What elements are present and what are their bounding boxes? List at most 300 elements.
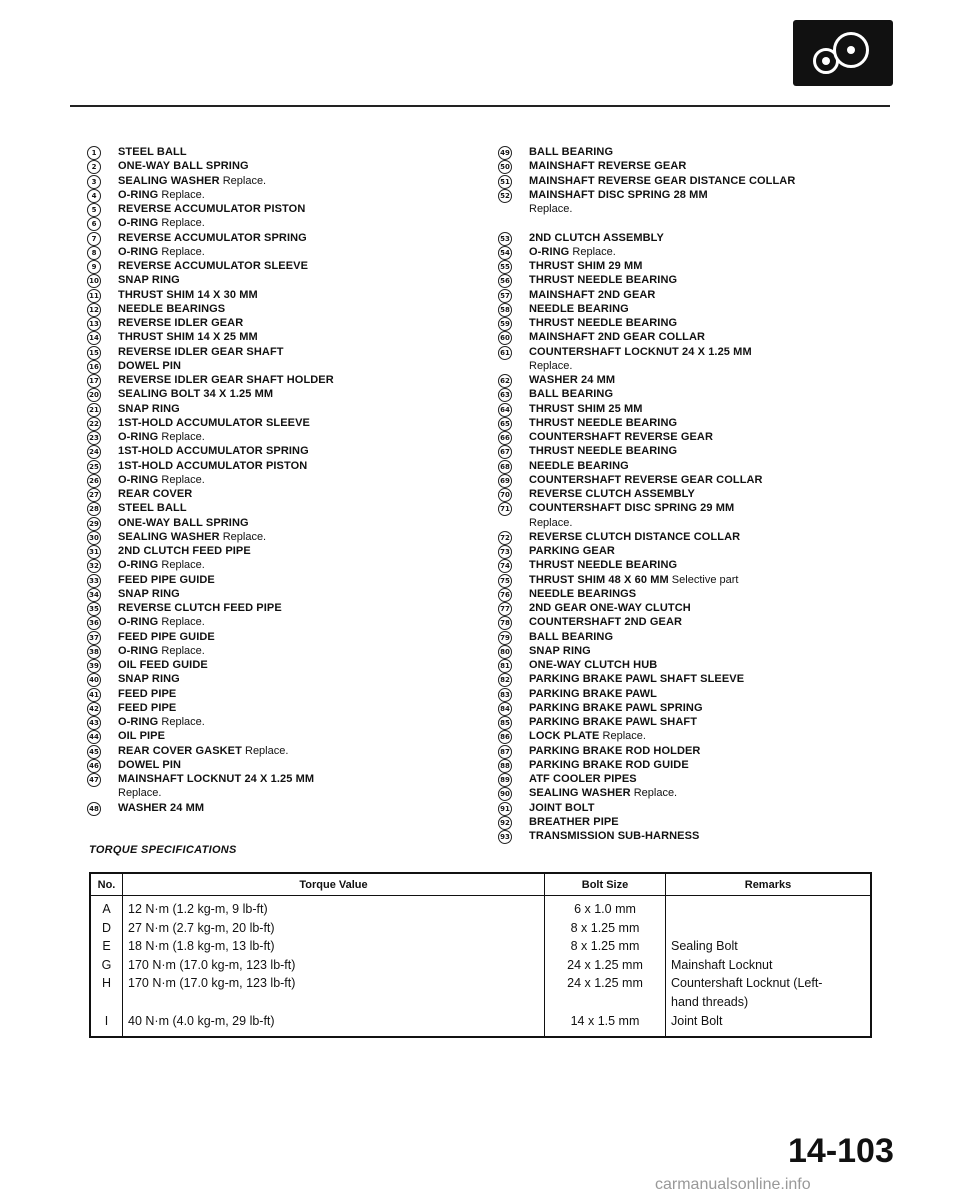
list-item bbox=[498, 558, 878, 572]
item-name: THRUST NEEDLE BEARING bbox=[529, 317, 678, 329]
item-number: 2 bbox=[87, 160, 101, 174]
item-number: 33 bbox=[87, 574, 101, 588]
item-name: BREATHER PIPE bbox=[529, 815, 619, 828]
no-value: E bbox=[102, 939, 111, 954]
list-item bbox=[87, 530, 452, 544]
list-item bbox=[87, 544, 452, 558]
list-item bbox=[498, 373, 878, 387]
item-name: SNAP RING bbox=[118, 673, 180, 686]
item-number: 24 bbox=[87, 445, 101, 459]
item-number: 58 bbox=[498, 303, 512, 317]
bolt-size-value bbox=[550, 993, 660, 1012]
item-name: LOCK PLATE bbox=[529, 730, 600, 743]
item-name: THRUST NEEDLE BEARING bbox=[529, 445, 678, 458]
list-item bbox=[87, 231, 452, 245]
item-number: 84 bbox=[498, 702, 512, 716]
list-item bbox=[87, 573, 452, 587]
item-number: 6 bbox=[87, 217, 101, 231]
list-item bbox=[87, 145, 452, 159]
item-name: FEED PIPE GUIDE bbox=[118, 573, 215, 586]
item-name: JOINT BOLT bbox=[529, 801, 595, 814]
item-name: COUNTERSHAFT REVERSE GEAR bbox=[529, 431, 714, 443]
item-number: 22 bbox=[87, 417, 101, 431]
item-name: STEEL BALL bbox=[118, 502, 187, 515]
item-note: Replace. bbox=[602, 730, 646, 743]
item-name: REVERSE CLUTCH DISTANCE COLLAR bbox=[529, 530, 741, 543]
no-value: A bbox=[102, 902, 111, 916]
list-item bbox=[87, 359, 452, 373]
table-row bbox=[90, 896, 871, 1038]
list-item bbox=[498, 245, 878, 259]
item-number: 78 bbox=[498, 616, 512, 630]
bolt-size-value: 24 x 1.25 mm bbox=[567, 976, 643, 991]
list-item bbox=[498, 416, 878, 430]
item-name: SNAP RING bbox=[118, 402, 180, 415]
item-number: 60 bbox=[498, 331, 512, 345]
list-item bbox=[87, 430, 452, 444]
list-item bbox=[87, 459, 452, 473]
item-name: ATF COOLER PIPES bbox=[529, 773, 637, 785]
remark-value: Mainshaft Locknut bbox=[671, 957, 773, 972]
item-note: Replace. bbox=[633, 787, 678, 800]
bolt-size-value: 14 x 1.5 mm bbox=[570, 1013, 640, 1028]
list-item bbox=[87, 772, 452, 801]
item-number: 31 bbox=[87, 545, 101, 559]
item-number: 13 bbox=[87, 317, 101, 331]
item-number: 37 bbox=[87, 631, 101, 645]
item-number: 46 bbox=[87, 759, 101, 773]
item-name: MAINSHAFT DISC SPRING 28 MM bbox=[529, 188, 708, 201]
list-item bbox=[498, 587, 878, 601]
item-number: 12 bbox=[87, 303, 101, 317]
list-item bbox=[498, 630, 878, 644]
item-number: 40 bbox=[87, 673, 101, 687]
list-item bbox=[498, 501, 878, 530]
torque-value: 170 N·m (17.0 kg-m, 123 lb-ft) bbox=[128, 957, 296, 972]
list-item bbox=[87, 345, 452, 359]
item-name: MAINSHAFT REVERSE GEAR bbox=[529, 160, 687, 173]
item-name: 1ST-HOLD ACCUMULATOR SLEEVE bbox=[118, 416, 310, 429]
list-item bbox=[498, 758, 878, 772]
item-number: 41 bbox=[87, 688, 101, 702]
list-item bbox=[87, 387, 452, 401]
item-number: 10 bbox=[87, 274, 101, 288]
list-item bbox=[87, 373, 452, 387]
item-name: REAR COVER GASKET bbox=[118, 744, 242, 757]
item-number: 70 bbox=[498, 488, 512, 502]
torque-value: 18 N·m (1.8 kg-m, 13 lb-ft) bbox=[128, 939, 275, 954]
parts-list-right bbox=[498, 145, 878, 843]
item-number: 59 bbox=[498, 317, 512, 331]
item-number: 63 bbox=[498, 388, 512, 402]
bolt-size-value: 6 x 1.0 mm bbox=[574, 902, 636, 916]
list-item bbox=[498, 345, 878, 374]
item-number: 28 bbox=[87, 502, 101, 516]
item-name: PARKING BRAKE ROD GUIDE bbox=[529, 758, 689, 771]
remark-value: Sealing Bolt bbox=[671, 939, 738, 954]
item-number: 69 bbox=[498, 474, 512, 488]
remark-value: hand threads) bbox=[671, 994, 749, 1009]
item-number: 77 bbox=[498, 602, 512, 616]
list-item bbox=[87, 259, 452, 273]
list-item bbox=[87, 444, 452, 458]
item-number: 72 bbox=[498, 531, 512, 545]
list-item bbox=[87, 302, 452, 316]
item-name: TRANSMISSION SUB-HARNESS bbox=[529, 830, 700, 842]
item-number: 76 bbox=[498, 588, 512, 602]
item-number: 51 bbox=[498, 175, 512, 189]
list-item bbox=[87, 687, 452, 701]
item-number: 56 bbox=[498, 274, 512, 288]
item-name: THRUST SHIM 25 MM bbox=[529, 402, 643, 415]
item-name: PARKING BRAKE PAWL SHAFT SLEEVE bbox=[529, 673, 745, 686]
list-item bbox=[87, 758, 452, 772]
header-torque-value: Torque Value bbox=[123, 873, 545, 896]
list-item bbox=[87, 615, 452, 629]
item-number: 88 bbox=[498, 759, 512, 773]
item-number: 32 bbox=[87, 559, 101, 573]
list-item bbox=[498, 829, 878, 843]
list-item bbox=[87, 715, 452, 729]
item-number: 80 bbox=[498, 645, 512, 659]
item-number: 25 bbox=[87, 460, 101, 474]
list-item bbox=[87, 601, 452, 615]
item-name: SEALING BOLT 34 X 1.25 MM bbox=[118, 388, 274, 401]
item-name: THRUST SHIM 14 X 25 MM bbox=[118, 331, 258, 344]
list-item bbox=[87, 216, 452, 230]
item-name: PARKING BRAKE PAWL bbox=[529, 687, 657, 700]
item-name: COUNTERSHAFT REVERSE GEAR COLLAR bbox=[529, 473, 763, 486]
item-number: 16 bbox=[87, 360, 101, 374]
item-number: 67 bbox=[498, 445, 512, 459]
bolt-size-cell bbox=[545, 896, 666, 1038]
item-name: FEED PIPE GUIDE bbox=[118, 630, 215, 643]
item-number: 14 bbox=[87, 331, 101, 345]
item-note: Selective part bbox=[671, 573, 739, 586]
spacer bbox=[498, 216, 878, 230]
remarks-cell bbox=[666, 896, 872, 1038]
header-bolt-size: Bolt Size bbox=[545, 873, 666, 896]
item-name: REVERSE CLUTCH FEED PIPE bbox=[118, 602, 282, 614]
list-item bbox=[87, 288, 452, 302]
item-name: SNAP RING bbox=[118, 587, 180, 600]
list-item bbox=[87, 245, 452, 259]
item-number: 52 bbox=[498, 189, 512, 203]
list-item bbox=[498, 259, 878, 273]
header-no: No. bbox=[90, 873, 123, 896]
table-header-row bbox=[90, 873, 871, 896]
item-name: MAINSHAFT 2ND GEAR bbox=[529, 288, 656, 301]
list-item bbox=[498, 473, 878, 487]
list-item bbox=[498, 430, 878, 444]
item-name: STEEL BALL bbox=[118, 146, 187, 158]
item-number: 11 bbox=[87, 289, 101, 303]
list-item bbox=[87, 801, 452, 815]
item-note: Replace. bbox=[161, 716, 205, 728]
list-item bbox=[498, 615, 878, 629]
torque-specifications-title: TORQUE SPECIFICATIONS bbox=[89, 844, 237, 856]
item-note: Replace. bbox=[245, 744, 289, 757]
list-item bbox=[87, 658, 452, 672]
list-item bbox=[498, 729, 878, 743]
remark-value bbox=[671, 919, 865, 938]
item-name: SNAP RING bbox=[529, 644, 591, 657]
item-name: MAINSHAFT REVERSE GEAR DISTANCE COLLAR bbox=[529, 174, 796, 187]
item-number: 27 bbox=[87, 488, 101, 502]
list-item bbox=[498, 744, 878, 758]
item-number: 23 bbox=[87, 431, 101, 445]
watermark: carmanualsonline.info bbox=[655, 1176, 811, 1193]
list-item bbox=[87, 316, 452, 330]
item-name: OIL PIPE bbox=[118, 730, 166, 743]
header-rule bbox=[70, 105, 890, 107]
list-item bbox=[87, 174, 452, 188]
item-name: DOWEL PIN bbox=[118, 359, 182, 372]
item-name: SEALING WASHER bbox=[529, 787, 631, 800]
list-item bbox=[87, 202, 452, 216]
list-item bbox=[498, 316, 878, 330]
item-number: 91 bbox=[498, 802, 512, 816]
item-number: 30 bbox=[87, 531, 101, 545]
item-name: THRUST NEEDLE BEARING bbox=[529, 559, 678, 572]
item-number: 68 bbox=[498, 460, 512, 474]
item-name: OIL FEED GUIDE bbox=[118, 659, 208, 671]
item-name: O-RING bbox=[118, 616, 159, 629]
list-item bbox=[498, 487, 878, 501]
item-name: O-RING bbox=[118, 245, 159, 258]
item-number: 3 bbox=[87, 175, 101, 189]
item-name: NEEDLE BEARING bbox=[529, 459, 629, 472]
header-remarks: Remarks bbox=[666, 873, 872, 896]
item-number: 17 bbox=[87, 374, 101, 388]
remark-value bbox=[671, 900, 865, 919]
item-number: 42 bbox=[87, 702, 101, 716]
item-number: 93 bbox=[498, 830, 512, 844]
list-item bbox=[498, 459, 878, 473]
item-number: 71 bbox=[498, 502, 512, 516]
item-name: MAINSHAFT 2ND GEAR COLLAR bbox=[529, 331, 706, 344]
no-value: I bbox=[104, 1013, 109, 1028]
item-number: 9 bbox=[87, 260, 101, 274]
item-name: FEED PIPE bbox=[118, 687, 177, 700]
item-name: SNAP RING bbox=[118, 274, 180, 287]
item-name: O-RING bbox=[118, 431, 159, 443]
item-name: MAINSHAFT LOCKNUT 24 X 1.25 MM bbox=[118, 773, 315, 785]
item-number: 35 bbox=[87, 602, 101, 616]
item-name: PARKING BRAKE PAWL SHAFT bbox=[529, 716, 698, 728]
list-item bbox=[87, 630, 452, 644]
item-number: 43 bbox=[87, 716, 101, 730]
item-name: COUNTERSHAFT 2ND GEAR bbox=[529, 616, 683, 629]
item-name: 1ST-HOLD ACCUMULATOR SPRING bbox=[118, 445, 309, 458]
item-name: WASHER 24 MM bbox=[118, 801, 205, 814]
item-name: COUNTERSHAFT DISC SPRING 29 MM bbox=[529, 502, 735, 515]
list-item bbox=[498, 687, 878, 701]
item-name: BALL BEARING bbox=[529, 630, 614, 643]
list-item bbox=[87, 188, 452, 202]
item-number: 36 bbox=[87, 616, 101, 630]
list-item bbox=[87, 558, 452, 572]
item-name: O-RING bbox=[118, 473, 159, 486]
item-number: 64 bbox=[498, 403, 512, 417]
item-number: 34 bbox=[87, 588, 101, 602]
item-name: O-RING bbox=[118, 217, 159, 230]
list-item bbox=[87, 487, 452, 501]
list-item bbox=[498, 573, 878, 587]
item-note: Replace. bbox=[161, 559, 205, 572]
item-number: 66 bbox=[498, 431, 512, 445]
item-name: THRUST NEEDLE BEARING bbox=[529, 416, 678, 429]
list-item bbox=[498, 188, 878, 217]
list-item bbox=[87, 273, 452, 287]
list-item bbox=[498, 273, 878, 287]
item-number: 1 bbox=[87, 146, 101, 160]
item-name: BALL BEARING bbox=[529, 388, 614, 401]
item-name: SEALING WASHER bbox=[118, 530, 220, 543]
item-name: O-RING bbox=[529, 245, 570, 258]
item-note: Replace. bbox=[161, 188, 205, 201]
list-item bbox=[498, 145, 878, 159]
list-item bbox=[498, 302, 878, 316]
list-item bbox=[498, 231, 878, 245]
item-number: 65 bbox=[498, 417, 512, 431]
item-name: REVERSE IDLER GEAR SHAFT HOLDER bbox=[118, 374, 334, 386]
item-number: 62 bbox=[498, 374, 512, 388]
item-note: Replace. bbox=[161, 217, 205, 230]
item-number: 39 bbox=[87, 659, 101, 673]
item-note: Replace. bbox=[529, 516, 573, 529]
list-item bbox=[498, 715, 878, 729]
list-item bbox=[498, 815, 878, 829]
item-name: BALL BEARING bbox=[529, 146, 614, 158]
item-number: 82 bbox=[498, 673, 512, 687]
torque-value: 12 N·m (1.2 kg-m, 9 lb-ft) bbox=[128, 902, 268, 916]
item-number: 20 bbox=[87, 388, 101, 402]
item-number: 21 bbox=[87, 403, 101, 417]
item-number: 61 bbox=[498, 346, 512, 360]
item-name: COUNTERSHAFT LOCKNUT 24 X 1.25 MM bbox=[529, 345, 752, 358]
list-item bbox=[498, 544, 878, 558]
item-note: Replace. bbox=[161, 616, 205, 629]
item-name: NEEDLE BEARING bbox=[529, 302, 629, 315]
item-number: 92 bbox=[498, 816, 512, 830]
item-number: 73 bbox=[498, 545, 512, 559]
item-number: 54 bbox=[498, 246, 512, 260]
no-value: G bbox=[101, 957, 112, 972]
remark-value: Joint Bolt bbox=[671, 1013, 723, 1028]
item-name: THRUST NEEDLE BEARING bbox=[529, 274, 678, 287]
item-note: Replace. bbox=[161, 245, 205, 258]
list-item bbox=[87, 744, 452, 758]
item-name: O-RING bbox=[118, 559, 159, 572]
item-name: ONE-WAY CLUTCH HUB bbox=[529, 659, 658, 671]
item-name: SEALING WASHER bbox=[118, 174, 220, 187]
bolt-size-value: 24 x 1.25 mm bbox=[567, 957, 643, 972]
item-name: DOWEL PIN bbox=[118, 758, 182, 771]
item-name: ONE-WAY BALL SPRING bbox=[118, 160, 249, 173]
list-item bbox=[498, 174, 878, 188]
list-item bbox=[87, 159, 452, 173]
item-name: NEEDLE BEARINGS bbox=[118, 302, 226, 315]
torque-value bbox=[128, 993, 539, 1012]
list-item bbox=[498, 159, 878, 173]
item-number: 89 bbox=[498, 773, 512, 787]
item-number: 49 bbox=[498, 146, 512, 160]
item-name: O-RING bbox=[118, 644, 159, 657]
item-number: 47 bbox=[87, 773, 101, 787]
torque-value: 27 N·m (2.7 kg-m, 20 lb-ft) bbox=[128, 920, 275, 935]
list-item bbox=[87, 672, 452, 686]
item-number: 87 bbox=[498, 745, 512, 759]
item-number: 38 bbox=[87, 645, 101, 659]
item-number: 90 bbox=[498, 787, 512, 801]
item-name: 2ND CLUTCH FEED PIPE bbox=[118, 545, 251, 557]
list-item bbox=[87, 644, 452, 658]
item-number: 81 bbox=[498, 659, 512, 673]
item-name: 2ND CLUTCH ASSEMBLY bbox=[529, 231, 664, 244]
item-number: 83 bbox=[498, 688, 512, 702]
list-item bbox=[87, 402, 452, 416]
list-item bbox=[498, 786, 878, 800]
item-name: PARKING BRAKE ROD HOLDER bbox=[529, 744, 701, 757]
item-note: Replace. bbox=[118, 787, 162, 800]
list-item bbox=[498, 644, 878, 658]
item-number: 75 bbox=[498, 574, 512, 588]
item-note: Replace. bbox=[529, 359, 573, 372]
bolt-size-value: 8 x 1.25 mm bbox=[570, 920, 640, 935]
item-name: REVERSE IDLER GEAR SHAFT bbox=[118, 345, 284, 358]
item-number: 79 bbox=[498, 631, 512, 645]
item-number: 53 bbox=[498, 232, 512, 246]
page-number: 14-103 bbox=[788, 1132, 894, 1170]
item-name: 2ND GEAR ONE-WAY CLUTCH bbox=[529, 602, 691, 614]
item-name: THRUST SHIM 14 X 30 MM bbox=[118, 288, 258, 301]
list-item bbox=[498, 772, 878, 786]
item-note: Replace. bbox=[161, 473, 205, 486]
item-number: 45 bbox=[87, 745, 101, 759]
list-item bbox=[498, 801, 878, 815]
no-cell bbox=[90, 896, 123, 1038]
item-note: Replace. bbox=[572, 245, 616, 258]
item-name: ONE-WAY BALL SPRING bbox=[118, 516, 249, 529]
item-number: 29 bbox=[87, 517, 101, 531]
item-name: REVERSE CLUTCH ASSEMBLY bbox=[529, 488, 695, 500]
item-name: REAR COVER bbox=[118, 488, 193, 500]
list-item bbox=[87, 516, 452, 530]
item-name: PARKING BRAKE PAWL SPRING bbox=[529, 701, 703, 714]
item-name: THRUST SHIM 48 X 60 MM bbox=[529, 573, 669, 586]
list-item bbox=[87, 587, 452, 601]
item-number: 7 bbox=[87, 232, 101, 246]
parts-list-left bbox=[87, 145, 452, 815]
remark-value: Countershaft Locknut (Left- bbox=[671, 976, 823, 991]
item-name: REVERSE ACCUMULATOR PISTON bbox=[118, 203, 306, 215]
item-note: Replace. bbox=[222, 530, 267, 543]
item-name: 1ST-HOLD ACCUMULATOR PISTON bbox=[118, 459, 308, 472]
item-number: 86 bbox=[498, 730, 512, 744]
list-item bbox=[498, 387, 878, 401]
item-note: Replace. bbox=[222, 174, 267, 187]
item-name: FEED PIPE bbox=[118, 701, 177, 714]
list-item bbox=[498, 530, 878, 544]
list-item bbox=[87, 701, 452, 715]
item-number: 4 bbox=[87, 189, 101, 203]
bolt-size-value: 8 x 1.25 mm bbox=[570, 939, 640, 954]
list-item bbox=[87, 473, 452, 487]
list-item bbox=[498, 402, 878, 416]
item-name: NEEDLE BEARINGS bbox=[529, 587, 637, 600]
torque-value: 40 N·m (4.0 kg-m, 29 lb-ft) bbox=[128, 1013, 275, 1028]
